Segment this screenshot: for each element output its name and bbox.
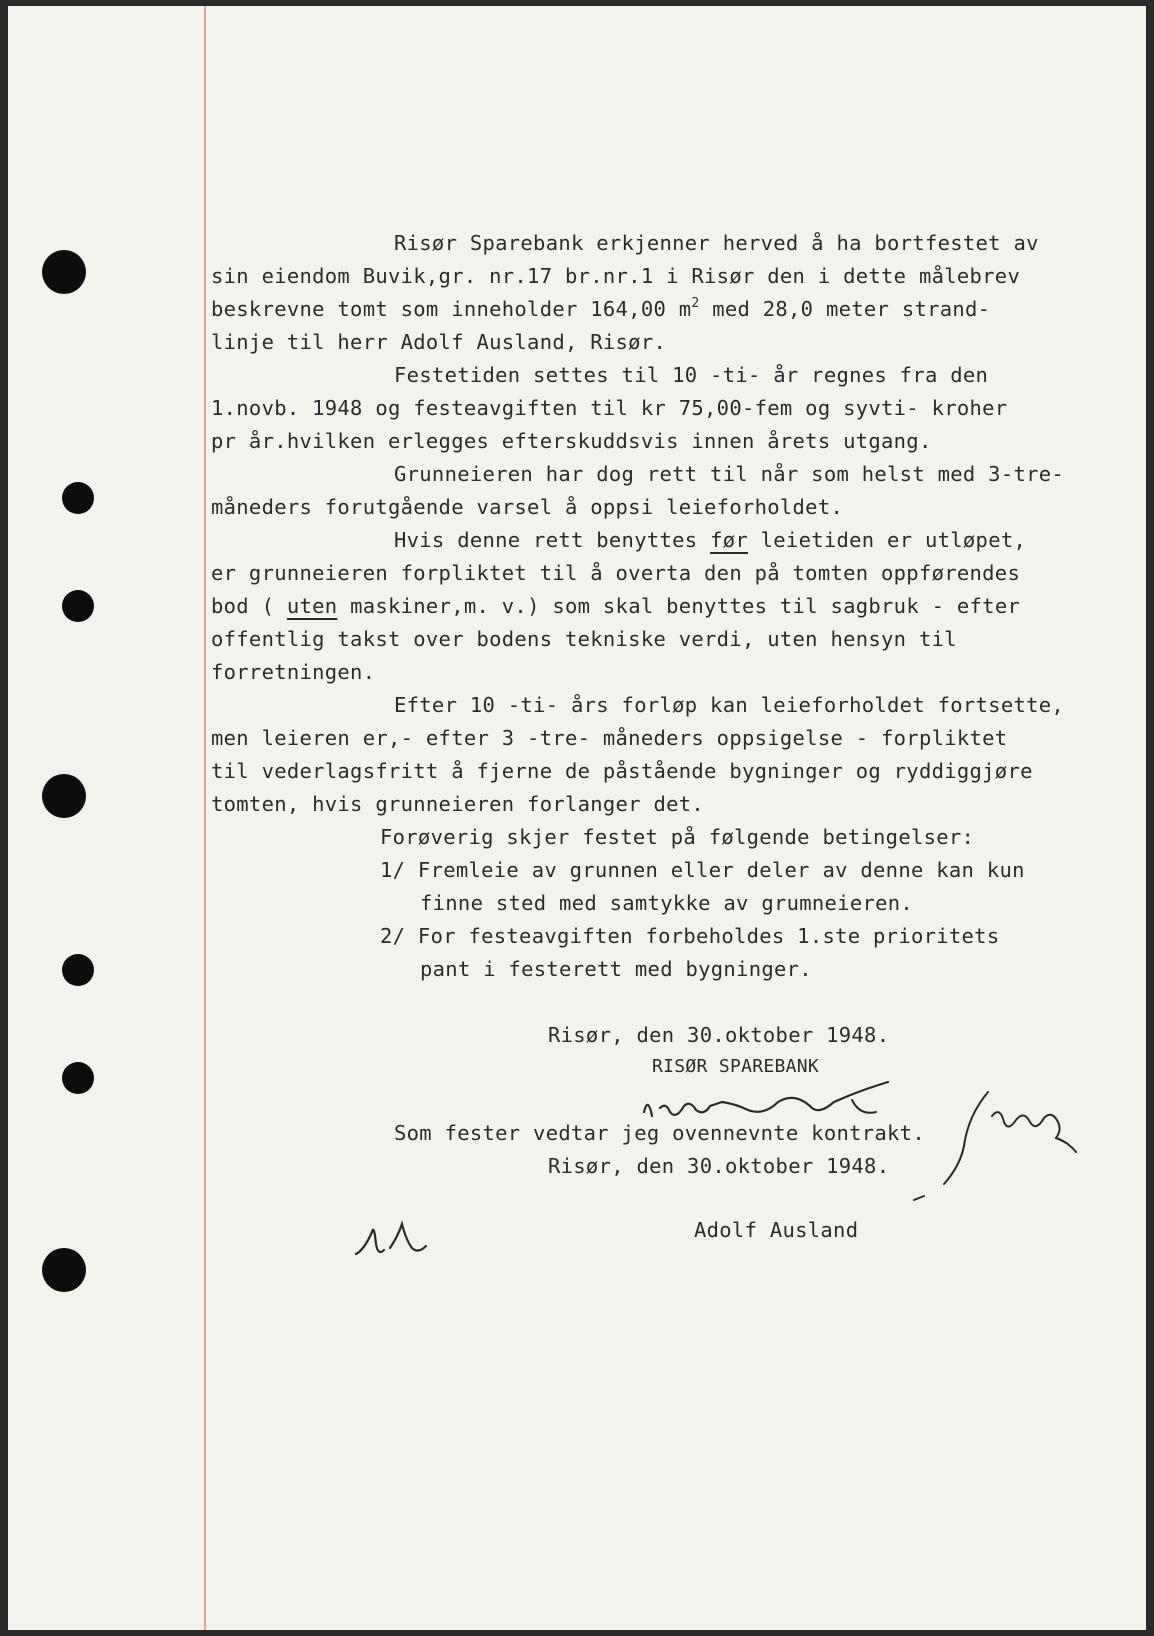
condition2-line2: pant i festerett med bygninger. bbox=[420, 957, 812, 981]
condition1-line2: finne sted med samtykke av grumneieren. bbox=[420, 891, 914, 915]
para5-line2: men leieren er,- efter 3 -tre- måneders oppsigelse - forpliktet bbox=[211, 726, 1008, 750]
para4-line1-text-a: Hvis denne rett benyttes bbox=[394, 528, 711, 552]
para4-line3-text-b: maskiner,m. v.) som skal benyttes til sagbruk - efter bbox=[337, 594, 1021, 618]
punch-hole bbox=[42, 1248, 86, 1292]
place-date-bank: Risør, den 30.oktober 1948. bbox=[548, 1023, 890, 1047]
para1-line4: linje til herr Adolf Ausland, Risør. bbox=[211, 330, 667, 354]
signer-name: Adolf Ausland bbox=[694, 1218, 859, 1242]
bank-name: RISØR SPAREBANK bbox=[652, 1056, 820, 1077]
para1-line3-text-a: beskrevne tomt som inneholder 164,00 m bbox=[211, 297, 692, 321]
para4-line3 bbox=[211, 594, 1020, 618]
para4-line4: offentlig takst over bodens tekniske verdi, uten hensyn til bbox=[211, 627, 957, 651]
para3-line1: Grunneieren har dog rett til når som helst med 3-tre- bbox=[394, 462, 1065, 486]
para1-line1: Risør Sparebank erkjenner herved å ha bortfestet av bbox=[394, 231, 1039, 255]
condition1-line1: 1/ Fremleie av grunnen eller deler av denne kan kun bbox=[380, 858, 1025, 882]
underlined-word: uten bbox=[286, 594, 338, 618]
punch-hole bbox=[62, 1062, 94, 1094]
para2-line2: 1.novb. 1948 og festeavgiften til kr 75,00-fem og syvti- kroher bbox=[211, 396, 1008, 420]
para4-line2: er grunneieren forpliktet til å overta den på tomten oppførendes bbox=[211, 561, 1021, 585]
para5-line4: tomten, hvis grunneieren forlanger det. bbox=[211, 792, 705, 816]
para4-line1 bbox=[394, 528, 1026, 552]
punch-hole bbox=[62, 590, 94, 622]
conditions-intro: Forøverig skjer festet på følgende betingelser: bbox=[380, 825, 975, 849]
para4-line5: forretningen. bbox=[211, 660, 376, 684]
margin-rule bbox=[204, 6, 206, 1630]
para2-line1: Festetiden settes til 10 -ti- år regnes fra den bbox=[394, 363, 989, 387]
para1-line3-text-b: med 28,0 meter strand- bbox=[699, 297, 991, 321]
superscript-2: 2 bbox=[691, 296, 700, 311]
handwritten-initials-left bbox=[354, 1210, 444, 1274]
document-page bbox=[8, 6, 1146, 1630]
para5-line3: til vederlagsfritt å fjerne de påstående bygninger og ryddiggjøre bbox=[211, 759, 1033, 783]
punch-hole bbox=[42, 250, 86, 294]
para1-line2: sin eiendom Buvik,gr. nr.17 br.nr.1 i Risør den i dette målebrev bbox=[211, 264, 1021, 288]
punch-hole bbox=[62, 482, 94, 514]
underlined-word: før bbox=[710, 528, 748, 552]
condition2-line1: 2/ For festeavgiften forbeholdes 1.ste prioritets bbox=[380, 924, 1000, 948]
para4-line3-text-a: bod ( bbox=[211, 594, 287, 618]
para4-line1-text-b: leietiden er utløpet, bbox=[748, 528, 1027, 552]
para3-line2: måneders forutgående varsel å oppsi leieforholdet. bbox=[211, 495, 844, 519]
para2-line3: pr år.hvilken erlegges efterskuddsvis innen årets utgang. bbox=[211, 429, 932, 453]
para1-line3 bbox=[211, 297, 990, 325]
place-date-fester: Risør, den 30.oktober 1948. bbox=[548, 1154, 890, 1178]
acceptance-statement: Som fester vedtar jeg ovennevnte kontrakt. bbox=[394, 1121, 925, 1145]
punch-hole bbox=[42, 774, 86, 818]
initials-signature-right bbox=[908, 1086, 1108, 1200]
para5-line1: Efter 10 -ti- års forløp kan leieforholdet fortsette, bbox=[394, 693, 1065, 717]
punch-hole bbox=[62, 954, 94, 986]
